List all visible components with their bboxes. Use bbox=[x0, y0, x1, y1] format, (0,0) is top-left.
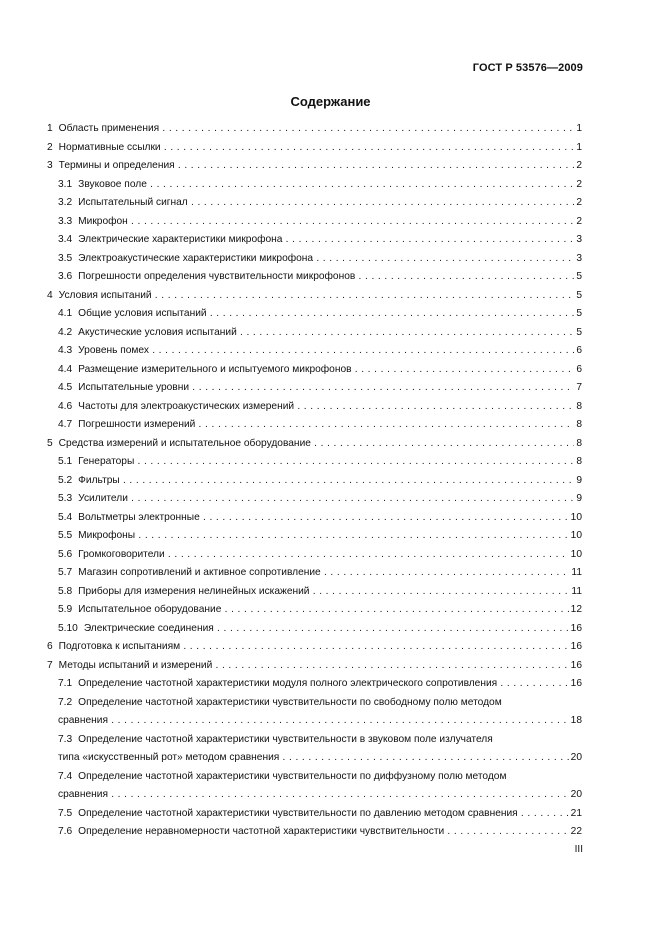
toc-entry-page: 5 bbox=[574, 268, 582, 287]
toc-entry-number: 5.1 bbox=[58, 456, 73, 467]
toc-entry-title: Микрофон . . . bbox=[78, 216, 582, 227]
toc-entry-page: 1 bbox=[574, 120, 582, 139]
toc-entry-number: 3.1 bbox=[58, 178, 73, 190]
toc-entry-title: Условия испытаний . . . bbox=[59, 290, 582, 301]
toc-entry-title: Звуковое поле . . . bbox=[78, 179, 582, 190]
toc-entry-page: 2 bbox=[574, 157, 582, 176]
toc-entry[interactable] bbox=[47, 768, 582, 805]
toc-entry-title: Вольтметры электронные . . . bbox=[78, 512, 582, 523]
toc-entry-page: 1 bbox=[574, 139, 582, 158]
toc-entry-number: 4.3 bbox=[58, 345, 73, 356]
toc-entry-page: 8 bbox=[574, 435, 582, 454]
toc-entry[interactable] bbox=[47, 287, 582, 306]
toc-entry-number: 4.7 bbox=[58, 419, 73, 430]
toc-entry-number: 3.6 bbox=[58, 271, 73, 282]
toc-entry-title: Определение частотной характеристики модуля полного электрического сопротивления . . . bbox=[78, 678, 582, 689]
toc-entry-page: 3 bbox=[574, 250, 582, 269]
toc-entry-page: 11 bbox=[569, 583, 582, 602]
toc-entry[interactable] bbox=[47, 509, 582, 528]
toc-entry-number: 5.10 bbox=[58, 622, 78, 634]
toc-entry-page: 2 bbox=[574, 213, 582, 232]
toc-entry[interactable] bbox=[47, 435, 582, 454]
toc-entry-number: 5.3 bbox=[58, 493, 73, 504]
toc-entry-number: 3 bbox=[47, 160, 53, 171]
toc-entry-page: 18 bbox=[569, 712, 582, 731]
toc-entry-number: 5.2 bbox=[58, 474, 73, 486]
toc-entry-number: 5.5 bbox=[58, 530, 73, 541]
toc-entry-number: 5.8 bbox=[58, 585, 73, 597]
toc-entry-page: 2 bbox=[574, 194, 582, 213]
toc-entry-number: 4.4 bbox=[58, 363, 73, 375]
toc-entry-title: Приборы для измерения нелинейных искажений . . . bbox=[78, 586, 582, 597]
toc-entry-title: Испытательный сигнал . . . bbox=[78, 197, 582, 208]
toc-entry-page: 8 bbox=[574, 453, 582, 472]
table-of-contents bbox=[47, 120, 582, 842]
toc-entry[interactable] bbox=[47, 157, 582, 176]
toc-entry-page: 6 bbox=[574, 361, 582, 380]
toc-entry[interactable] bbox=[47, 527, 582, 546]
toc-entry-title: Уровень помех . . . bbox=[78, 345, 582, 356]
toc-entry-title-continued: сравнения . . . bbox=[58, 715, 582, 726]
toc-entry[interactable] bbox=[47, 231, 582, 250]
toc-entry-page: 8 bbox=[574, 416, 582, 435]
toc-entry-title: Электрические соединения . . . bbox=[84, 623, 582, 634]
toc-entry-title: Размещение измерительного и испытуемого микрофонов . . . bbox=[78, 364, 582, 375]
toc-entry[interactable] bbox=[47, 731, 582, 768]
toc-entry-title: Генераторы . . . bbox=[78, 456, 582, 467]
toc-entry-title: Магазин сопротивлений и активное сопротивление . . . bbox=[78, 567, 582, 578]
toc-entry-title: Подготовка к испытаниям . . . bbox=[59, 641, 582, 652]
toc-entry-number: 7 bbox=[47, 659, 53, 671]
toc-entry[interactable] bbox=[47, 490, 582, 509]
toc-entry-number: 5 bbox=[47, 437, 53, 449]
toc-entry-number: 4.6 bbox=[58, 400, 73, 412]
toc-entry-title: Общие условия испытаний . . . bbox=[78, 308, 582, 319]
toc-entry-page: 20 bbox=[569, 786, 582, 805]
toc-entry-title: Нормативные ссылки . . . bbox=[59, 142, 582, 153]
toc-entry-title: Погрешности измерений . . . bbox=[78, 419, 582, 430]
toc-entry-number: 7.5 bbox=[58, 807, 73, 819]
toc-entry-title: Область применения . . . bbox=[59, 123, 582, 134]
toc-entry-page: 16 bbox=[569, 675, 582, 694]
toc-entry-number: 2 bbox=[47, 141, 53, 153]
toc-entry-number: 3.5 bbox=[58, 252, 73, 264]
toc-entry-page: 16 bbox=[569, 657, 582, 676]
toc-entry-title: Частоты для электроакустических измерений . . . bbox=[78, 401, 582, 412]
toc-entry-title: Определение частотной характеристики чувствительности в звуковом поле излучателя bbox=[78, 733, 493, 745]
toc-entry-page: 10 bbox=[569, 509, 582, 528]
toc-entry-page: 3 bbox=[574, 231, 582, 250]
toc-entry[interactable] bbox=[47, 620, 582, 639]
toc-entry-page: 5 bbox=[574, 287, 582, 306]
toc-entry-title: Методы испытаний и измерений . . . bbox=[59, 660, 582, 671]
toc-entry-page: 9 bbox=[574, 490, 582, 509]
toc-entry[interactable] bbox=[47, 657, 582, 676]
toc-entry-page: 20 bbox=[569, 749, 582, 768]
toc-entry[interactable] bbox=[47, 324, 582, 343]
toc-entry-page: 9 bbox=[574, 472, 582, 491]
document-code: ГОСТ Р 53576—2009 bbox=[472, 62, 583, 74]
toc-entry-page: 7 bbox=[574, 379, 582, 398]
toc-entry-title: Микрофоны . . . bbox=[78, 530, 582, 541]
toc-entry-title: Термины и определения . . . bbox=[59, 160, 582, 171]
toc-entry-title: Определение частотной характеристики чувствительности по давлению методом сравнения . . . bbox=[78, 808, 582, 819]
toc-entry[interactable] bbox=[47, 305, 582, 324]
toc-entry-number: 5.7 bbox=[58, 567, 73, 578]
toc-entry-number: 4 bbox=[47, 289, 53, 301]
toc-entry-title: Испытательные уровни . . . bbox=[78, 382, 582, 393]
toc-entry[interactable] bbox=[47, 601, 582, 620]
toc-entry-number: 7.1 bbox=[58, 678, 73, 689]
toc-entry-title: Определение частотной характеристики чувствительности по свободному полю методом bbox=[78, 696, 502, 708]
toc-entry-page: 12 bbox=[569, 601, 582, 620]
toc-entry-title: Определение неравномерности частотной характеристики чувствительности . . . bbox=[78, 826, 582, 837]
toc-entry-title: Усилители . . . bbox=[78, 493, 582, 504]
toc-entry-number: 1 bbox=[47, 123, 53, 134]
toc-entry-title: Погрешности определения чувствительности микрофонов . . . bbox=[78, 271, 582, 282]
toc-entry[interactable] bbox=[47, 176, 582, 195]
toc-entry[interactable] bbox=[47, 213, 582, 232]
toc-entry-page: 10 bbox=[569, 527, 582, 546]
toc-entry-page: 21 bbox=[569, 805, 582, 824]
toc-entry[interactable] bbox=[47, 139, 582, 158]
toc-entry[interactable] bbox=[47, 453, 582, 472]
toc-entry-number: 4.5 bbox=[58, 382, 73, 393]
toc-entry-number: 3.3 bbox=[58, 215, 73, 227]
toc-entry[interactable] bbox=[47, 250, 582, 269]
toc-entry-page: 6 bbox=[574, 342, 582, 361]
toc-entry-page: 8 bbox=[574, 398, 582, 417]
toc-entry-title: Акустические условия испытаний . . . bbox=[78, 327, 582, 338]
toc-entry-page: 5 bbox=[574, 324, 582, 343]
toc-entry-title: Фильтры . . . bbox=[78, 475, 582, 486]
toc-entry-title: Громкоговорители . . . bbox=[78, 549, 582, 560]
toc-entry-title: Определение частотной характеристики чувствительности по диффузному полю методом bbox=[78, 770, 507, 782]
toc-entry-number: 4.1 bbox=[58, 308, 73, 319]
toc-entry-number: 3.4 bbox=[58, 234, 73, 245]
toc-entry[interactable] bbox=[47, 805, 582, 824]
toc-entry-title: Средства измерений и испытательное оборудование . . . bbox=[59, 438, 582, 449]
toc-entry-title-continued: типа «искусственный рот» методом сравнения . . . bbox=[58, 752, 582, 763]
toc-entry-number: 7.6 bbox=[58, 826, 73, 837]
toc-entry-title-continued: сравнения . . . bbox=[58, 789, 582, 800]
toc-entry[interactable] bbox=[47, 194, 582, 213]
toc-entry-number: 7.2 bbox=[58, 696, 73, 708]
toc-entry[interactable] bbox=[47, 675, 582, 694]
toc-entry[interactable] bbox=[47, 694, 582, 731]
toc-entry[interactable] bbox=[47, 472, 582, 491]
toc-entry-number: 4.2 bbox=[58, 326, 73, 338]
toc-entry[interactable] bbox=[47, 546, 582, 565]
toc-entry[interactable] bbox=[47, 823, 582, 842]
toc-entry-page: 16 bbox=[569, 620, 582, 639]
toc-entry[interactable] bbox=[47, 583, 582, 602]
toc-entry[interactable] bbox=[47, 268, 582, 287]
toc-entry[interactable] bbox=[47, 379, 582, 398]
toc-entry-title: Испытательное оборудование . . . bbox=[78, 604, 582, 615]
toc-entry[interactable] bbox=[47, 416, 582, 435]
toc-entry-number: 5.6 bbox=[58, 548, 73, 560]
toc-entry-page: 11 bbox=[569, 564, 582, 583]
toc-entry[interactable] bbox=[47, 564, 582, 583]
toc-entry[interactable] bbox=[47, 638, 582, 657]
toc-entry-page: 2 bbox=[574, 176, 582, 195]
toc-entry[interactable] bbox=[47, 398, 582, 417]
page-number: III bbox=[574, 844, 583, 855]
page-title: Содержание bbox=[290, 94, 371, 109]
toc-entry-number: 5.4 bbox=[58, 511, 73, 523]
toc-entry-page: 22 bbox=[569, 823, 582, 842]
toc-entry-page: 16 bbox=[569, 638, 582, 657]
toc-entry-number: 6 bbox=[47, 641, 53, 652]
toc-entry[interactable] bbox=[47, 120, 582, 139]
toc-entry-number: 3.2 bbox=[58, 197, 73, 208]
toc-entry-number: 7.4 bbox=[58, 770, 73, 782]
toc-entry[interactable] bbox=[47, 361, 582, 380]
toc-entry-title: Электроакустические характеристики микрофона . . . bbox=[78, 253, 582, 264]
toc-entry-number: 5.9 bbox=[58, 604, 73, 615]
toc-entry-number: 7.3 bbox=[58, 733, 73, 745]
toc-entry-page: 10 bbox=[569, 546, 582, 565]
toc-entry-page: 5 bbox=[574, 305, 582, 324]
toc-entry[interactable] bbox=[47, 342, 582, 361]
toc-entry-title: Электрические характеристики микрофона . . . bbox=[78, 234, 582, 245]
